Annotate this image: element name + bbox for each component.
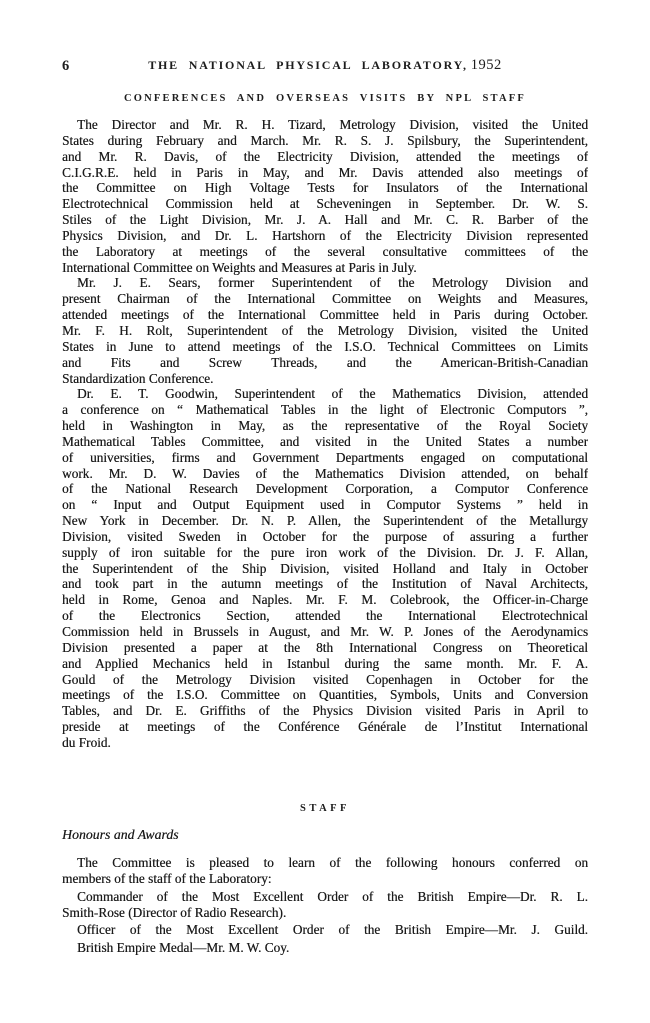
text-line: held in Washington in May, as the representative of the Royal Society (62, 418, 588, 434)
text-line: and Applied Mechanics held in Istanbul during the same month. Mr. F. A. (62, 655, 588, 671)
text-line: supply of iron suitable for the pure iron work of the Division. Dr. J. F. Allan, (62, 544, 588, 560)
text-line: Smith-Rose (Director of Radio Research). (62, 904, 287, 920)
text-line: of the Electronics Section, attended the International Electrotechnical (62, 608, 588, 624)
text-line: States in June to attend meetings of the I.S.O. Technical Committees on Limits (62, 338, 588, 354)
text-line: Division, visited Sweden in October for the purpose of assuring a further (62, 528, 588, 544)
text-line: members of the staff of the Laboratory: (62, 870, 272, 886)
text-line: Mathematical Tables Committee, and visited in the United States a number (62, 433, 588, 449)
paragraph (62, 275, 588, 386)
text-line: Electrotechnical Commission held at Scheveningen in September. Dr. W. S. (62, 196, 588, 212)
text-line: Mr. J. E. Sears, former Superintendent of the Metrology Division and (77, 275, 588, 291)
page-number: 6 (62, 58, 70, 74)
text-line: New York in December. Dr. N. P. Allen, the Superintendent of the Metallurgy (62, 513, 588, 529)
text-line: British Empire Medal—Mr. M. W. Coy. (77, 940, 290, 956)
running-title-year: 1952 (470, 57, 502, 73)
text-line: the Laboratory at meetings of the several consultative committees of the (62, 243, 588, 259)
text-line: and Mr. R. Davis, of the Electricity Division, attended the meetings of (62, 148, 588, 164)
text-line: meetings of the I.S.O. Committee on Quantities, Symbols, Units and Conversion (62, 687, 588, 703)
text-line: the Committee on High Voltage Tests for Insulators of the International (62, 180, 588, 196)
text-line: present Chairman of the International Committee on Weights and Measures, (62, 291, 588, 307)
paragraph (62, 855, 588, 887)
paragraph (62, 386, 588, 750)
running-title-text: THE NATIONAL PHYSICAL LABORATORY, (148, 58, 468, 72)
text-line: Gould of the Metrology Division visited Copenhagen in October for the (62, 671, 588, 687)
honours-text-block (62, 855, 588, 956)
paragraph (62, 117, 588, 275)
paragraph (62, 940, 588, 956)
section-heading-conferences: CONFERENCES AND OVERSEAS VISITS BY NPL STAFF (123, 93, 526, 104)
text-line: and Fits and Screw Threads, and the American-British-Canadian (62, 354, 588, 370)
text-line: on “ Input and Output Equipment used in Computor Systems ” held in (62, 497, 588, 513)
text-line: held in Rome, Genoa and Naples. Mr. F. M. Colebrook, the Officer-in-Charge (62, 592, 588, 608)
text-line: the Superintendent of the Ship Division, visited Holland and Italy in October (62, 560, 588, 576)
text-line: Officer of the Most Excellent Order of the British Empire—Mr. J. Guild. (77, 922, 588, 938)
text-line: Standardization Conference. (62, 370, 214, 386)
running-title (62, 57, 588, 74)
text-line: International Committee on Weights and Measures at Paris in July. (62, 259, 417, 275)
text-line: Stiles of the Light Division, Mr. J. A. Hall and Mr. C. R. Barber of the (62, 212, 588, 228)
text-line: work. Mr. D. W. Davies of the Mathematics Division attended, on behalf (62, 465, 588, 481)
section-heading-staff: STAFF (300, 803, 350, 814)
paragraph (62, 922, 588, 938)
paragraph (62, 889, 588, 921)
text-line: attended meetings of the International Committee held in Paris during October. (62, 307, 588, 323)
text-line: of the National Research Development Corporation, a Computor Conference (62, 481, 588, 497)
text-line: States during February and March. Mr. R. S. J. Spilsbury, the Superintendent, (62, 132, 588, 148)
text-line: Division presented a paper at the 8th International Congress on Theoretical (62, 639, 588, 655)
text-line: C.I.G.R.E. held in Paris in May, and Mr. Davis attended also meetings of (62, 164, 588, 180)
text-line: Physics Division, and Dr. L. Hartshorn of the Electricity Division represented (62, 227, 588, 243)
text-line: The Director and Mr. R. H. Tizard, Metrology Division, visited the United (77, 117, 588, 132)
conferences-text-block (62, 117, 588, 751)
text-line: preside at meetings of the Conférence Générale de l’Institut International (62, 719, 588, 735)
text-line: Commission held in Brussels in August, and Mr. W. P. Jones of the Aerodynamics (62, 624, 588, 639)
text-line: The Committee is pleased to learn of the following honours conferred on (77, 855, 588, 870)
page-header (62, 57, 588, 75)
text-line: and took part in the autumn meetings of the Institution of Naval Architects, (62, 576, 588, 592)
text-line: of universities, firms and Government Departments engaged on computational (62, 449, 588, 465)
subheading-honours-and-awards: Honours and Awards (62, 827, 179, 842)
text-line: Commander of the Most Excellent Order of the British Empire—Dr. R. L. (77, 888, 588, 904)
text-line: Mr. F. H. Rolt, Superintendent of the Metrology Division, visited the United (62, 322, 588, 338)
text-line: a conference on “ Mathematical Tables in the light of Electronic Computors ”, (62, 402, 588, 418)
text-line: du Froid. (62, 734, 111, 750)
text-line: Dr. E. T. Goodwin, Superintendent of the Mathematics Division, attended (77, 386, 588, 402)
text-line: Tables, and Dr. E. Griffiths of the Physics Division visited Paris in April to (62, 703, 588, 719)
